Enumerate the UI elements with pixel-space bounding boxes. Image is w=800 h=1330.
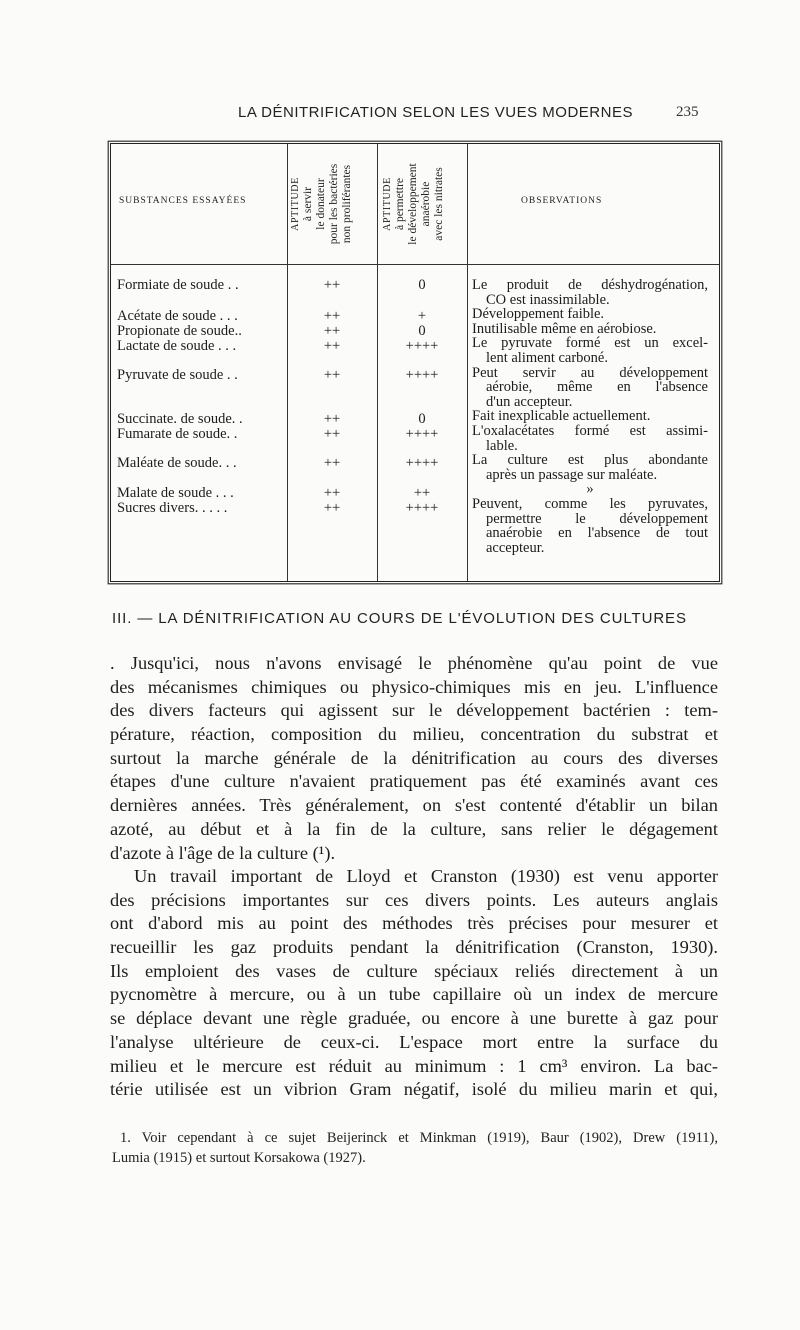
- table-cell-anaerobic: +: [417, 308, 427, 324]
- header-divider: [111, 264, 719, 265]
- running-header: [0, 102, 800, 126]
- table-cell-donor: ++: [323, 455, 341, 471]
- text-line: térie utilisée est un vibrion Gram négatif, isolé du milieu marin et qui,: [110, 1079, 718, 1100]
- observation-line: CO est inassimilable.: [486, 291, 610, 308]
- table-row-substance: Formiate de soude . .: [117, 277, 239, 293]
- observation-line: La culture est plus abondante: [472, 452, 708, 469]
- observation-line: lable.: [486, 437, 518, 454]
- text-line: recueillir les gaz produits pendant la dénitrification (Cranston, 1930).: [110, 937, 718, 958]
- text-line: azoté, au début et à la fin de la culture, sans relier le dégagement: [110, 818, 718, 839]
- observation-line: L'oxalacétates formé est assimi-: [472, 422, 708, 439]
- observation-line: anaérobie en l'absence de tout: [486, 525, 708, 542]
- text-line: se déplace devant une règle graduée, ou encore à une burette à gaz pour: [110, 1008, 718, 1029]
- text-line: des précisions importantes sur ces divers points. Les auteurs anglais: [110, 889, 718, 910]
- table-cell-anaerobic: 0: [418, 277, 426, 293]
- text-line: dernières années. Très généralement, on s'est contenté d'établir un bilan: [110, 795, 718, 816]
- section-heading: III. — LA DÉNITRIFICATION AU COURS DE L'ÉVOLUTION DES CULTURES: [112, 610, 687, 627]
- observation-line: Le pyruvate formé est un excel-: [472, 335, 708, 352]
- table-cell-donor: ++: [323, 500, 341, 516]
- observation-line: accepteur.: [486, 539, 545, 556]
- table-row-substance: Pyruvate de soude . .: [117, 367, 238, 383]
- text-line: . Jusqu'ici, nous n'avons envisagé le phénomène qu'au point de vue: [110, 653, 718, 673]
- text-line: pérature, réaction, composition du milieu, concentration du substrat et: [110, 724, 718, 745]
- text-line: milieu et le mercure est réduit au minimum : 1 cm³ environ. La bac-: [110, 1055, 718, 1076]
- column-divider: [467, 144, 468, 581]
- text-line: surtout la marche générale de la dénitrification au cours des diverses: [110, 747, 718, 768]
- table-cell-anaerobic: ++: [413, 485, 431, 501]
- table-cell-anaerobic: ++++: [405, 455, 439, 471]
- footnote: [112, 1128, 718, 1168]
- table-row-substance: Fumarate de soude. .: [117, 426, 238, 442]
- table-row-substance: Malate de soude . . .: [117, 485, 234, 501]
- text-line: l'analyse ultérieure de ceux-ci. L'espace mort entre la surface du: [110, 1031, 718, 1052]
- observation-line: Le produit de déshydrogénation,: [472, 277, 708, 293]
- header-substances: SUBSTANCES ESSAYÉES: [119, 196, 247, 206]
- table-cell-donor: ++: [323, 323, 341, 339]
- text-line: d'azote à l'âge de la culture (¹).: [110, 842, 336, 863]
- table-cell-donor: ++: [323, 367, 341, 383]
- observations-column: [472, 278, 708, 555]
- table-cell-anaerobic: ++++: [405, 367, 439, 383]
- observation-line: Peut servir au développement: [472, 364, 708, 381]
- table-cell-donor: ++: [323, 308, 341, 324]
- observation-line: permettre le développement: [486, 510, 708, 527]
- header-donor-aptitude: APTITUDE à servir le donateur pour les bactéries non proliférantes: [290, 163, 353, 245]
- table-row-substance: Acétate de soude . . .: [117, 308, 238, 324]
- text-line: des divers facteurs qui agissent sur le développement bactérien : tem-: [110, 700, 718, 721]
- table-cell-donor: ++: [323, 426, 341, 442]
- table-cell-donor: ++: [323, 485, 341, 501]
- observation-line: »: [586, 481, 594, 498]
- paragraph-1: [110, 652, 718, 865]
- table-cell-anaerobic: 0: [418, 323, 426, 339]
- footnote-line: 1. Voir cependant à ce sujet Beijerinck et Minkman (1919), Baur (1902), Drew (1911),: [120, 1130, 718, 1146]
- text-line: étapes d'une culture n'avaient pratiquement pas été examinés avant ces: [110, 771, 718, 792]
- table-cell-anaerobic: ++++: [405, 338, 439, 354]
- observation-line: Développement faible.: [472, 306, 605, 323]
- table-cell-donor: ++: [323, 277, 341, 293]
- table-row-substance: Propionate de soude..: [117, 323, 242, 339]
- table-cell-anaerobic: 0: [418, 411, 426, 427]
- table-cell-donor: ++: [323, 338, 341, 354]
- observation-line: aérobie, même en l'absence: [486, 379, 708, 396]
- page-number: 235: [676, 104, 699, 120]
- observation-line: après un passage sur maléate.: [486, 466, 658, 483]
- table-cell-anaerobic: ++++: [405, 500, 439, 516]
- table-row-substance: Maléate de soude. . .: [117, 455, 237, 471]
- text-line: Un travail important de Lloyd et Cranston (1930) est venu apporter: [134, 866, 718, 886]
- footnote-line: Lumia (1915) et surtout Korsakowa (1927).: [112, 1150, 366, 1166]
- text-line: des mécanismes chimiques ou physico-chimiques mis en jeu. L'influence: [110, 676, 718, 697]
- running-title: LA DÉNITRIFICATION SELON LES VUES MODERNES: [238, 104, 633, 121]
- header-anaerobic-aptitude: APTITUDE à permettre le développement anaérobie avec les nitrates: [382, 163, 445, 245]
- observation-line: Peuvent, comme les pyruvates,: [472, 495, 708, 512]
- table-cell-donor: ++: [323, 411, 341, 427]
- table-row-substance: Succinate. de soude. .: [117, 411, 243, 427]
- observation-line: Inutilisable même en aérobiose.: [472, 320, 657, 337]
- observation-line: d'un accepteur.: [486, 393, 573, 410]
- results-table: [110, 143, 720, 582]
- text-line: ont d'abord mis au point des méthodes très précises pour mesurer et: [110, 913, 718, 934]
- paragraph-2: [110, 865, 718, 1102]
- observation-line: Fait inexplicable actuellement.: [472, 408, 651, 425]
- text-line: Ils emploient des vases de culture spéciaux reliés directement à un: [110, 960, 718, 981]
- header-observations: OBSERVATIONS: [521, 196, 603, 206]
- observation-line: lent aliment carboné.: [486, 349, 608, 366]
- table-row-substance: Sucres divers. . . . .: [117, 500, 228, 516]
- table-cell-anaerobic: ++++: [405, 426, 439, 442]
- text-line: pycnomètre à mercure, ou à un tube capillaire où un index de mercure: [110, 984, 718, 1005]
- table-row-substance: Lactate de soude . . .: [117, 338, 237, 354]
